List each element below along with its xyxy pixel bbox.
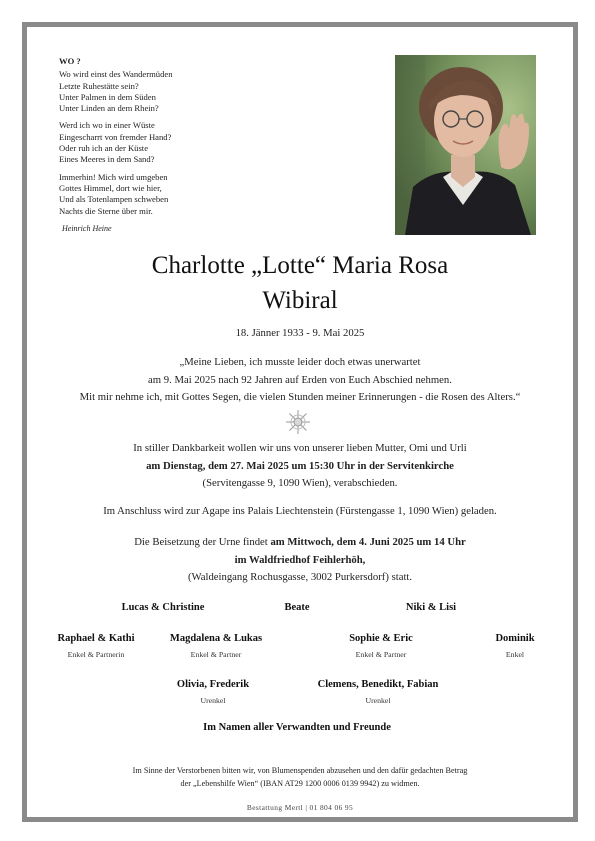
burial-intro: Die Beisetzung der Urne findet xyxy=(134,536,271,548)
family-member: Beate xyxy=(284,602,310,613)
poem-line: Eingescharrt von fremder Hand? xyxy=(59,131,172,142)
poem-stanza-2 xyxy=(59,120,359,165)
burial-line3: (Waldeingang Rochusgasse, 3002 Purkersdorf) statt. xyxy=(187,571,413,583)
farewell-line3: (Servitengasse 9, 1090 Wien), verabschieden. xyxy=(202,477,398,489)
portrait-photo xyxy=(395,55,536,235)
poem-line: Unter Palmen in dem Süden xyxy=(59,91,156,102)
family-role: Enkel xyxy=(505,650,525,659)
family-member: Magdalena & Lukas xyxy=(169,633,263,644)
poem-line: Unter Linden an dem Rhein? xyxy=(59,103,159,114)
family-member: Lucas & Christine xyxy=(121,602,205,613)
burial-info xyxy=(22,534,578,587)
poem-stanza-1 xyxy=(59,69,359,114)
poem xyxy=(59,56,359,234)
family-member: Niki & Lisi xyxy=(405,602,457,613)
deceased-name-line1: Charlotte „Lotte“ Maria Rosa xyxy=(151,252,449,279)
family-role: Enkel & Partner xyxy=(355,650,407,659)
farewell-quote xyxy=(22,354,578,407)
farewell-line2 xyxy=(22,458,578,476)
poem-line: Nachts die Sterne über mir. xyxy=(59,205,153,216)
family-member: Sophie & Eric xyxy=(349,633,413,644)
family-role: Urenkel xyxy=(365,696,391,705)
life-dates: 18. Jänner 1933 - 9. Mai 2025 xyxy=(235,327,365,339)
farewell-date: am Dienstag, dem 27. Mai 2025 um 15:30 Uhr in der Servitenkirche xyxy=(146,459,454,472)
burial-date: am Mittwoch, dem 4. Juni 2025 um 14 Uhr xyxy=(270,536,466,548)
quote-line: am 9. Mai 2025 nach 92 Jahren auf Erden von Euch Abschied nehmen. xyxy=(148,373,452,386)
family-role: Enkel & Partner xyxy=(190,650,242,659)
funeral-home-footer: Bestattung Mertl | 01 804 06 95 xyxy=(246,803,354,812)
quote-line: „Meine Lieben, ich musste leider doch etwas unerwartet xyxy=(179,356,421,368)
flower-ornament-icon xyxy=(284,408,312,436)
poem-line: Wo wird einst des Wandermüden xyxy=(59,69,173,80)
poem-line: Und als Totenlampen schweben xyxy=(59,194,169,205)
poem-line: Immerhin! Mich wird umgeben xyxy=(59,171,168,182)
donation-line: der „Lebenshilfe Wien“ (IBAN AT29 1200 0006 0139 9942) zu widmen. xyxy=(180,778,420,788)
family-member: Clemens, Benedikt, Fabian xyxy=(317,679,439,690)
agape-info: Im Anschluss wird zur Agape ins Palais Liechtenstein (Fürstengasse 1, 1090 Wien) geladen. xyxy=(103,505,497,517)
family-member: Olivia, Frederik xyxy=(176,679,250,690)
family-member: Raphael & Kathi xyxy=(57,633,135,644)
poem-line: Werd ich wo in einer Wüste xyxy=(59,120,155,131)
burial-line2 xyxy=(22,552,578,570)
poem-author: Heinrich Heine xyxy=(62,223,112,233)
family-role: Urenkel xyxy=(200,696,226,705)
family-role: Enkel & Partnerin xyxy=(67,650,125,659)
donation-line: Im Sinne der Verstorbenen bitten wir, von Blumenspenden abzusehen und den dafür gedachten Betrag xyxy=(132,766,468,775)
family-member: Dominik xyxy=(495,633,535,644)
burial-place: im Waldfriedhof Feihlerhöh, xyxy=(234,553,366,566)
poem-line: Oder ruh ich an der Küste xyxy=(59,143,149,154)
poem-line: Letzte Ruhestätte sein? xyxy=(59,80,139,91)
donation-note xyxy=(22,765,578,790)
burial-line1 xyxy=(22,534,578,552)
poem-line: Gottes Himmel, dort wie hier, xyxy=(59,182,162,193)
poem-stanza-3 xyxy=(59,172,359,217)
family-closing: Im Namen aller Verwandten und Freunde xyxy=(203,722,391,733)
farewell-details xyxy=(22,440,578,493)
farewell-line1: In stiller Dankbarkeit wollen wir uns von unserer lieben Mutter, Omi und Urli xyxy=(133,442,467,454)
poem-title: WO ? xyxy=(59,56,81,66)
poem-line: Eines Meeres in dem Sand? xyxy=(59,154,155,165)
quote-line: Mit mir nehme ich, mit Gottes Segen, die vielen Stunden meiner Erinnerungen - die Rosen des Alters.“ xyxy=(79,391,521,403)
deceased-name-line2: Wibiral xyxy=(262,287,338,314)
